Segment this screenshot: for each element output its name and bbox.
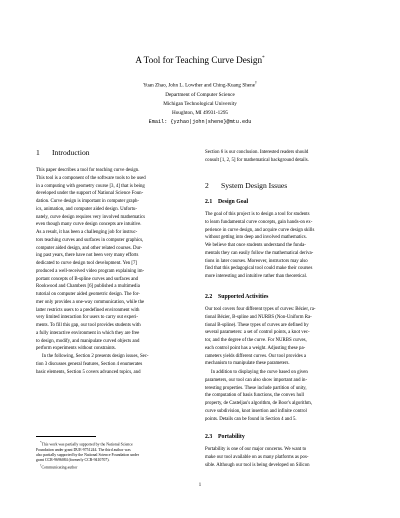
text-line: points. Details can be found in Section 4 and 5. [205,416,297,422]
intro-tail-paragraph [205,149,374,165]
subsection-title: Portability [218,434,245,440]
text-line: teresting properties. These include partition of unity, [205,385,307,391]
text-line: Our tool covers four different types of curves: Bézier, ra- [205,307,316,312]
text-line: As a result, it has been a challenging job for instruc- [36,230,138,235]
section-heading-system-design [205,181,287,190]
text-line: Portability is one of our major concerns. We want to [205,447,307,452]
text-line: the computation of basis functions, the convex hull [205,393,305,399]
footnote-1-text: This work was partially supported by the National Science [41,442,133,447]
text-line: sible. Although our tool is being developed on Silicon [205,462,310,468]
footnote-line: also partially supported by the National Science Foundation under [36,452,140,457]
supported-activities-paragraph-1 [205,306,374,368]
text-line: ics, animation, and computer aided design. Unfortu- [36,206,138,212]
text-line: to learn fundamental curve concepts, gain hands-on ex- [205,219,313,225]
text-line: very limited interaction for users to carry out experi- [36,315,138,321]
text-line: a fully interactive environment in which they are free [36,330,140,336]
section-number: 1 [36,148,40,157]
text-line: tion 3 discusses general features, Section 4 enumerates [36,361,143,367]
footnote-rule [36,436,96,437]
subsection-title: Design Goal [218,199,249,205]
design-goal-paragraph [205,211,374,281]
text-line: latter restricts users to a predefined environment with [36,307,140,313]
subsection-number: 2.3 [205,434,213,440]
text-line: several parameters: a set of control points, a knot vec- [205,330,310,336]
text-line: mechanism to manipulate these parameters. [205,361,290,367]
section-title: Introduction [52,148,90,157]
title-footnote-mark: * [262,55,265,61]
author-city: Houghton, MI 49931-1295 [171,109,229,116]
author-email: Email: {yzhao|john|shene}@mtu.edu [148,118,252,125]
author-block [0,79,400,127]
author-university: Michigan Technological University [163,100,237,107]
author-footnote-mark: † [255,81,257,85]
text-line: tional B-spline). These types of curves are defined by [205,322,309,328]
author-names [0,79,400,91]
footnote-line [36,440,205,448]
paper-title [0,55,400,65]
text-line: mentals they can easily follow the mathematical deriva- [205,250,314,256]
page-number: 1 [198,483,202,488]
subsection-heading-portability [205,434,245,440]
section-title: System Design Issues [221,181,288,190]
text-line: tor, and the degree of the curve. For NURBS curves, [205,338,307,343]
text-line: rameters yields different curves. Our tool provides a [205,353,307,359]
text-line: produced a well-received video program explaining im- [36,268,145,274]
footnote-2-mark: † [40,463,42,468]
text-line: perience in curve design, and acquire curve design skills [205,227,315,233]
text-line: property, de Casteljau's algorithm, de Boor's algorithm, [205,401,313,406]
footnote-1-mark: * [40,440,42,444]
text-line: in a computing with geometry course [3, 4] that is being [36,183,145,189]
title-text: A Tool for Teaching Curve Design [135,55,263,65]
footnote-2-text: Communicating author [41,465,78,470]
text-line: nately, curve design requires very involved mathematics [36,214,146,220]
footnote-2 [36,463,205,471]
subsection-number: 2.1 [205,199,213,205]
text-line: perform experiments without constraints. [36,346,116,352]
text-line: tions in later courses. Moreover, instructors may also [205,258,308,264]
text-line: We believe that once students understand the funda- [205,243,306,248]
text-line: without getting into deep and involved mathematics. [205,235,307,241]
subsection-title: Supported Activities [218,294,269,300]
text-line: This tool is a component of the software tools to be used [36,175,146,181]
text-line: In the following, Section 2 presents design issues, Sec- [42,354,149,359]
footnote-line: grant CCR-9696084 (formerly CCR-9410707). [36,458,110,463]
section-heading-introduction [36,148,90,157]
text-line: ing past years, there have not been very many efforts [36,253,139,259]
section-number: 2 [205,181,209,190]
subsection-heading-supported-activities [205,294,268,300]
text-line: In addition to displaying the curve based on given [211,370,308,375]
text-line: ments. To fill this gap, our tool provides students with [36,323,141,328]
text-line: dation. Curve design is important in computer graph- [36,199,140,204]
text-line: This paper describes a tool for teaching curve design. [36,168,140,173]
text-line: tional Bézier, B-spline and NURBS (Non-Uniform Ra- [205,314,312,320]
text-line: dedicated to curve design tool development. Yen [7] [36,261,138,266]
text-line: each control point has a weight. Adjusting these pa- [205,345,306,351]
text-line: tors teaching curves and surfaces in computer graphics, [36,237,144,243]
text-line: make our tool available on as many platforms as pos- [205,454,309,460]
text-line: mer only provides a one-way communication, while the [36,299,145,305]
text-line: tutorial on computer aided geometric design. The for- [36,292,140,297]
text-line: to design, modify, and manipulate curved objects and [36,338,140,344]
subsection-number: 2.2 [205,294,213,300]
text-line: parameters, our tool can also show important and in- [205,377,308,383]
intro-paragraph-1 [36,167,205,353]
text-line: more interesting and intuitive rather than theoretical. [205,274,308,279]
text-line: basic elements, Section 5 covers advanced topics, and [36,369,141,375]
text-line: find that this pedagogical tool could make their courses [205,266,313,272]
footnotes [36,440,205,471]
text-line: even though many curve design concepts are intuitive. [36,222,142,228]
supported-activities-paragraph-2 [205,369,374,423]
text-line: curve subdivision, knot insertion and infinite control [205,408,307,414]
text-line: computer aided design, and other related courses. Dur- [36,245,143,251]
author-names-text: Yuan Zhao, John L. Lowther and Ching-Kuang Shene [143,82,256,89]
footnote-line: Foundation under grant DUE-9751244. The third author was [36,447,131,452]
text-line: consult [1, 2, 5] for mathematical background details. [205,157,309,163]
author-department: Department of Computer Science [165,91,235,98]
portability-paragraph [205,446,374,469]
subsection-heading-design-goal [205,199,248,205]
text-line: portant concepts of B-spline curves and surfaces and [36,276,139,282]
text-line: developed under the support of National Science Foun- [36,191,144,197]
intro-paragraph-2 [36,353,205,376]
text-line: Rookwood and Chambers [6] published a multimedia [36,284,140,290]
text-line: Section 6 is our conclusion. Interested readers should [205,150,309,155]
footnote-1 [36,440,205,463]
text-line: The goal of this project is to design a tool for students [205,212,310,217]
